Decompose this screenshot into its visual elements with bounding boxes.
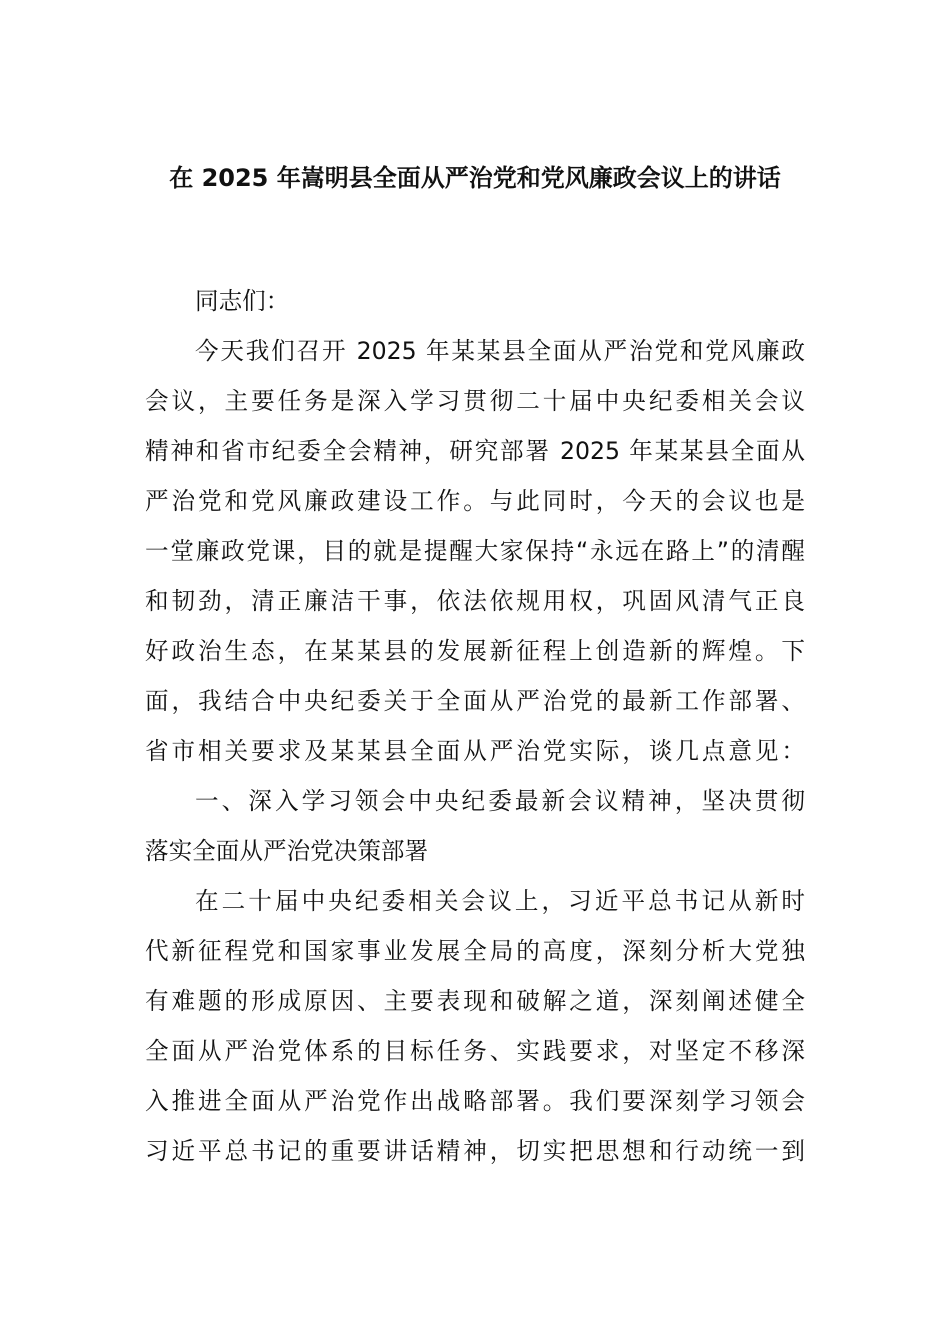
- paragraph-line: 面，我结合中央纪委关于全面从严治党的最新工作部署、: [145, 687, 805, 715]
- paragraph-line: 代新征程党和国家事业发展全局的高度，深刻分析大党独: [145, 937, 805, 965]
- paragraph-line: 好政治生态，在某某县的发展新征程上创造新的辉煌。下: [145, 637, 805, 665]
- document-title: 在 2025 年嵩明县全面从严治党和党风廉政会议上的讲话: [169, 164, 781, 192]
- paragraph-line: 会议，主要任务是深入学习贯彻二十届中央纪委相关会议: [145, 387, 805, 415]
- section-heading-line: 落实全面从严治党决策部署: [145, 837, 429, 865]
- paragraph-line: 精神和省市纪委全会精神，研究部署 2025 年某某县全面从: [145, 437, 805, 465]
- paragraph-line: 今天我们召开 2025 年某某县全面从严治党和党风廉政: [195, 337, 805, 365]
- paragraph-line: 习近平总书记的重要讲话精神，切实把思想和行动统一到: [145, 1137, 805, 1165]
- paragraph-line: 有难题的形成原因、主要表现和破解之道，深刻阐述健全: [145, 987, 805, 1015]
- paragraph-line: 全面从严治党体系的目标任务、实践要求，对坚定不移深: [145, 1037, 805, 1065]
- paragraph-line: 入推进全面从严治党作出战略部署。我们要深刻学习领会: [145, 1087, 805, 1115]
- section-heading-line: 一、深入学习领会中央纪委最新会议精神，坚决贯彻: [195, 787, 805, 815]
- paragraph-line: 和韧劲，清正廉洁干事，依法依规用权，巩固风清气正良: [145, 587, 805, 615]
- paragraph-line: 省市相关要求及某某县全面从严治党实际，谈几点意见：: [145, 737, 805, 765]
- paragraph-line: 在二十届中央纪委相关会议上，习近平总书记从新时: [195, 887, 805, 915]
- paragraph-line: 一堂廉政党课，目的就是提醒大家保持“永远在路上”的清醒: [145, 537, 805, 565]
- paragraph-line: 严治党和党风廉政建设工作。与此同时，今天的会议也是: [145, 487, 805, 515]
- salutation: 同志们：: [195, 287, 290, 315]
